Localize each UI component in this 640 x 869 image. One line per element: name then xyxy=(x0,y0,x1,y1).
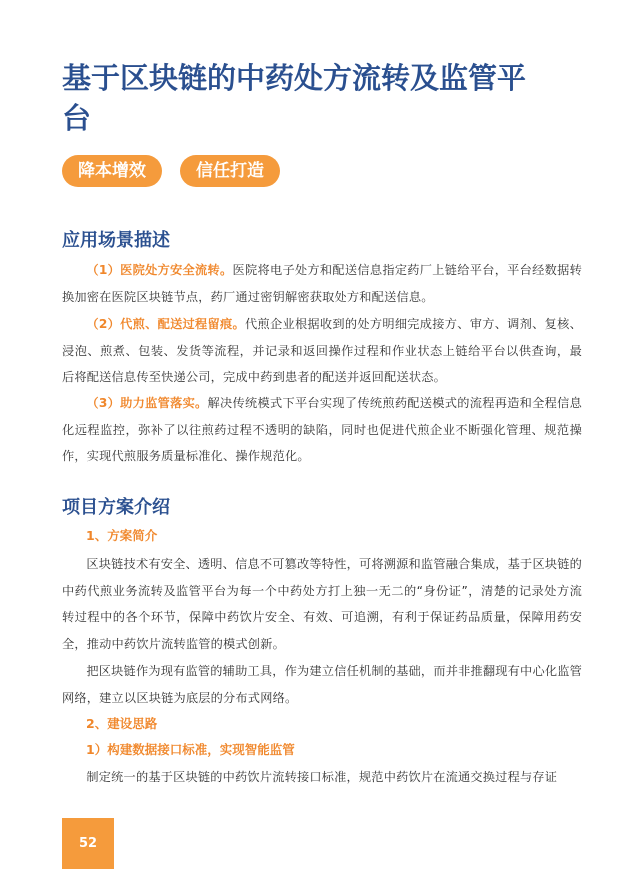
page-title: 基于区块链的中药处方流转及监管平台 xyxy=(62,61,527,135)
subheading-construction: 2、建设思路 xyxy=(86,716,158,731)
tag-group xyxy=(62,155,280,187)
scenario-lead-1: （1）医院处方安全流转。 xyxy=(86,263,233,277)
subheading-plan-intro: 1、方案简介 xyxy=(86,528,158,543)
scenario-lead-3: （3）助力监管落实。 xyxy=(86,396,208,410)
page-number: 52 xyxy=(62,818,114,869)
section-heading-plan: 项目方案介绍 xyxy=(62,497,170,518)
scenario-text-1: 医院将电子处方和配送信息指定药厂上链给平台，平台经数据转换加密在医院区块链节点，药厂通过密钥解密获取处方和配送信息。 xyxy=(62,263,582,304)
scenario-paragraph-2 xyxy=(62,311,582,391)
scenario-text-2: 代煎企业根据收到的处方明细完成接方、审方、调剂、复核、浸泡、煎煮、包装、发货等流程，并记录和返回操作过程和作业状态上链给平台以供查询，最后将配送信息传至快递公司，完成中药到患者的配送并返回配送状态。 xyxy=(62,317,582,384)
section-heading-scenario: 应用场景描述 xyxy=(62,230,170,251)
tag-cost-reduction: 降本增效 xyxy=(62,155,162,187)
scenario-paragraph-1 xyxy=(62,257,582,310)
tag-trust-building: 信任打造 xyxy=(180,155,280,187)
scenario-lead-2: （2）代煎、配送过程留痕。 xyxy=(86,317,245,331)
subheading-data-interface: 1）构建数据接口标准，实现智能监管 xyxy=(86,742,295,757)
plan-paragraph-3: 制定统一的基于区块链的中药饮片流转接口标准，规范中药饮片在流通交换过程与存证 xyxy=(86,770,558,784)
scenario-text-3: 解决传统模式下平台实现了传统煎药配送模式的流程再造和全程信息化远程监控，弥补了以往煎药过程不透明的缺陷，同时也促进代煎企业不断强化管理、规范操作，实现代煎服务质量标准化、操作规范化。 xyxy=(62,396,583,463)
plan-paragraph-2: 把区块链作为现有监管的辅助工具，作为建立信任机制的基础，而并非推翻现有中心化监管网络，建立以区块链为底层的分布式网络。 xyxy=(62,664,582,705)
plan-paragraph-1: 区块链技术有安全、透明、信息不可篡改等特性，可将溯源和监管融合集成，基于区块链的中药代煎业务流转及监管平台为每一个中药处方打上独一无二的“身份证”，清楚的记录处方流转过程中的各个环节，保障中药饮片安全、有效、可追溯，有利于保证药品质量，保障用药安全，推动中药饮片流转监管的模式创新。 xyxy=(62,557,582,651)
scenario-paragraph-3 xyxy=(62,390,582,470)
